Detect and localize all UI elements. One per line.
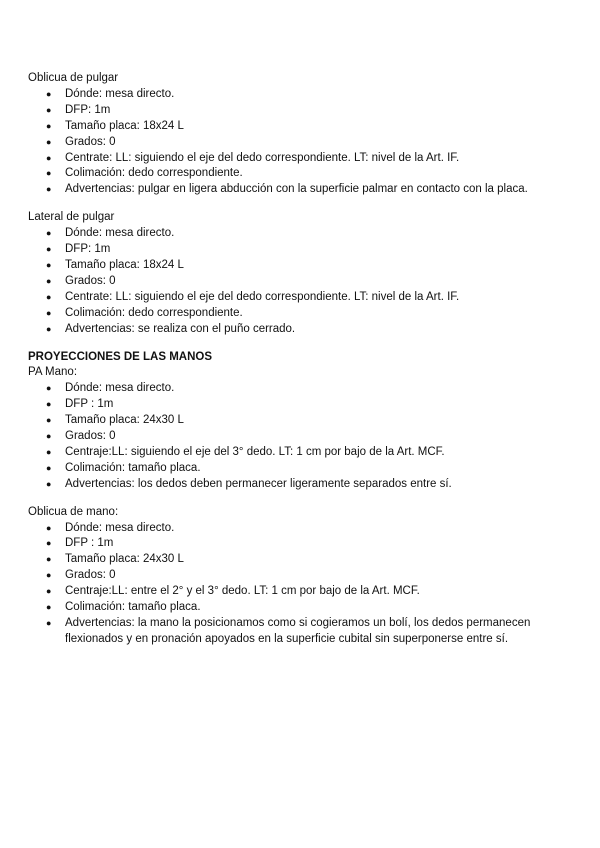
list-item bbox=[28, 413, 548, 429]
list-item-text: Dónde: mesa directo. bbox=[65, 87, 175, 100]
section-pa-mano bbox=[28, 350, 548, 493]
list-item-text: Grados: 0 bbox=[65, 569, 116, 582]
list-item-text: Grados: 0 bbox=[65, 274, 116, 287]
list-item-text: Colimación: dedo correspondiente. bbox=[65, 167, 243, 180]
bullet-icon: ● bbox=[46, 431, 52, 442]
list-item-text: Tamaño placa: 24x30 L bbox=[65, 553, 184, 566]
list-item-text: Dónde: mesa directo. bbox=[65, 382, 175, 395]
section-lateral-pulgar bbox=[28, 210, 548, 337]
list-item bbox=[28, 226, 548, 242]
list-item bbox=[28, 182, 548, 198]
bullet-list bbox=[28, 87, 548, 198]
section-title: Lateral de pulgar bbox=[28, 211, 115, 224]
bullet-icon: ● bbox=[46, 244, 52, 255]
list-item-text: Dónde: mesa directo. bbox=[65, 227, 175, 240]
list-item-text: Grados: 0 bbox=[65, 430, 116, 443]
list-item-text: Centrate: LL: siguiendo el eje del dedo correspondiente. LT: nivel de la Art. IF. bbox=[65, 151, 460, 164]
bullet-icon: ● bbox=[46, 104, 52, 115]
list-item-text: Tamaño placa: 24x30 L bbox=[65, 414, 184, 427]
bullet-icon: ● bbox=[46, 184, 52, 195]
section-oblicua-mano bbox=[28, 505, 548, 648]
list-item bbox=[28, 429, 548, 445]
list-item-text: Colimación: tamaño placa. bbox=[65, 601, 201, 614]
list-item bbox=[28, 397, 548, 413]
section-title: Oblicua de pulgar bbox=[28, 72, 119, 84]
list-item bbox=[28, 600, 548, 616]
list-item bbox=[28, 103, 548, 119]
list-item-text: Colimación: dedo correspondiente. bbox=[65, 306, 243, 319]
list-item-text: Tamaño placa: 18x24 L bbox=[65, 258, 184, 271]
bullet-icon: ● bbox=[46, 168, 52, 179]
bullet-icon: ● bbox=[46, 136, 52, 147]
bullet-icon: ● bbox=[46, 228, 52, 239]
list-item-text: Centrate: LL: siguiendo el eje del dedo correspondiente. LT: nivel de la Art. IF. bbox=[65, 290, 460, 303]
list-item bbox=[28, 135, 548, 151]
bullet-icon: ● bbox=[46, 478, 52, 489]
list-item bbox=[28, 258, 548, 274]
section-heading: PROYECCIONES DE LAS MANOS bbox=[28, 350, 213, 363]
list-item bbox=[28, 536, 548, 552]
list-item bbox=[28, 119, 548, 135]
list-item-text: DFP : 1m bbox=[65, 537, 114, 550]
list-item bbox=[28, 87, 548, 103]
bullet-icon: ● bbox=[46, 383, 52, 394]
list-item-text: Advertencias: pulgar en ligera abducción con la superficie palmar en contacto con la placa. bbox=[65, 183, 528, 196]
section-title: PA Mano: bbox=[28, 366, 78, 379]
bullet-list bbox=[28, 226, 548, 337]
bullet-icon: ● bbox=[46, 538, 52, 549]
bullet-icon: ● bbox=[46, 307, 52, 318]
list-item bbox=[28, 242, 548, 258]
list-item bbox=[28, 381, 548, 397]
list-item bbox=[28, 521, 548, 537]
list-item bbox=[28, 461, 548, 477]
bullet-icon: ● bbox=[46, 275, 52, 286]
bullet-icon: ● bbox=[46, 570, 52, 581]
bullet-icon: ● bbox=[46, 399, 52, 410]
bullet-icon: ● bbox=[46, 446, 52, 457]
bullet-icon: ● bbox=[46, 120, 52, 131]
list-item bbox=[28, 616, 548, 648]
list-item-text: Centraje:LL: siguiendo el eje del 3° dedo. LT: 1 cm por bajo de la Art. MCF. bbox=[65, 445, 445, 458]
bullet-icon: ● bbox=[46, 554, 52, 565]
list-item-text: DFP: 1m bbox=[65, 103, 111, 116]
bullet-icon: ● bbox=[46, 259, 52, 270]
list-item bbox=[28, 290, 548, 306]
list-item bbox=[28, 568, 548, 584]
list-item bbox=[28, 166, 548, 182]
list-item-text: Grados: 0 bbox=[65, 135, 116, 148]
list-item-text: Advertencias: los dedos deben permanecer ligeramente separados entre sí. bbox=[65, 477, 452, 490]
list-item-text: Colimación: tamaño placa. bbox=[65, 461, 201, 474]
list-item-text: Tamaño placa: 18x24 L bbox=[65, 119, 184, 132]
bullet-icon: ● bbox=[46, 415, 52, 426]
list-item bbox=[28, 477, 548, 493]
list-item bbox=[28, 306, 548, 322]
bullet-icon: ● bbox=[46, 88, 52, 99]
bullet-list bbox=[28, 381, 548, 492]
bullet-icon: ● bbox=[46, 618, 52, 628]
section-title: Oblicua de mano: bbox=[28, 505, 119, 518]
bullet-icon: ● bbox=[46, 152, 52, 163]
list-item-text: DFP : 1m bbox=[65, 398, 114, 411]
list-item-text: Advertencias: la mano la posicionamos como si cogieramos un bolí, los dedos permanecen flexionados y en pronación apoyados en la superficie cubital sin superponerse entre sí. bbox=[65, 617, 531, 645]
list-item bbox=[28, 151, 548, 167]
list-item bbox=[28, 322, 548, 338]
bullet-icon: ● bbox=[46, 291, 52, 302]
bullet-list bbox=[28, 521, 548, 648]
list-item-text: DFP: 1m bbox=[65, 243, 111, 256]
list-item bbox=[28, 445, 548, 461]
list-item-text: Dónde: mesa directo. bbox=[65, 521, 175, 534]
section-oblicua-pulgar bbox=[28, 71, 548, 198]
bullet-icon: ● bbox=[46, 602, 52, 613]
list-item bbox=[28, 552, 548, 568]
bullet-icon: ● bbox=[46, 323, 52, 334]
list-item-text: Advertencias: se realiza con el puño cerrado. bbox=[65, 322, 296, 335]
list-item bbox=[28, 584, 548, 600]
list-item bbox=[28, 274, 548, 290]
bullet-icon: ● bbox=[46, 522, 52, 533]
bullet-icon: ● bbox=[46, 586, 52, 597]
list-item-text: Centraje:LL: entre el 2° y el 3° dedo. LT: 1 cm por bajo de la Art. MCF. bbox=[65, 585, 420, 598]
document-page bbox=[28, 71, 548, 660]
bullet-icon: ● bbox=[46, 462, 52, 473]
